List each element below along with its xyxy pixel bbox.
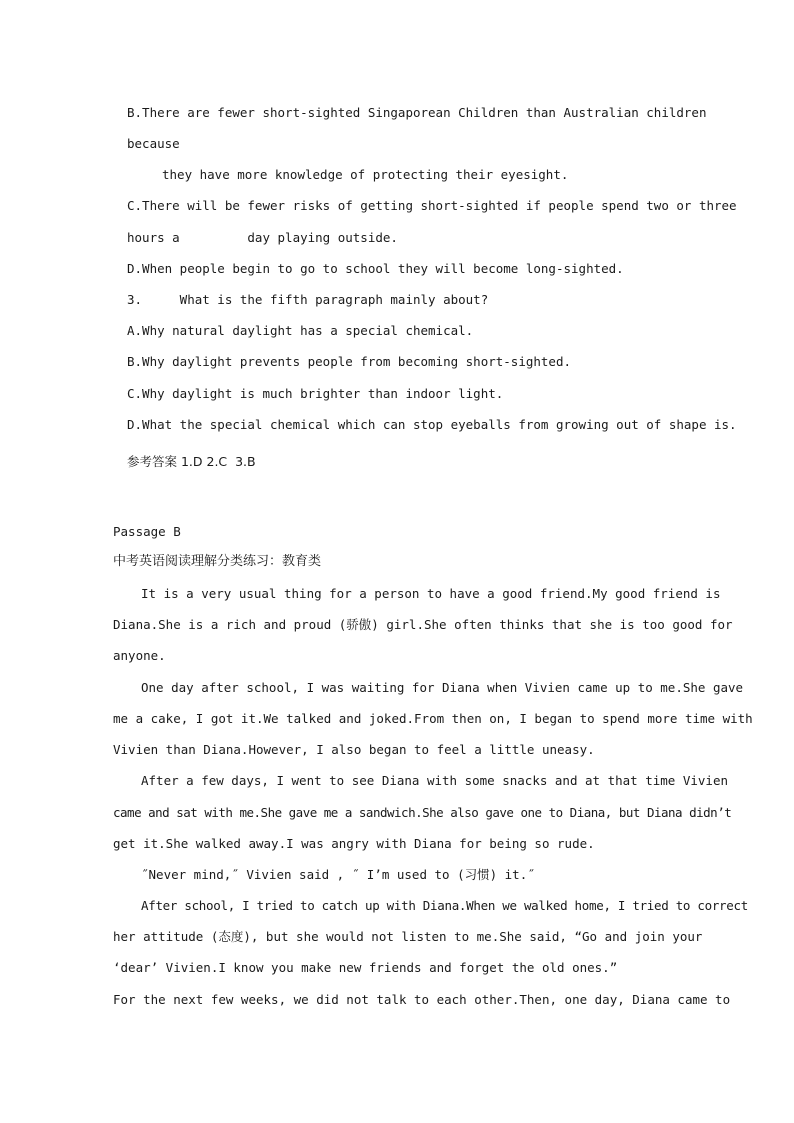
q2-option-b-line2: because bbox=[127, 136, 180, 151]
q2-option-b-line1: B.There are fewer short-sighted Singaporean Children than Australian children bbox=[127, 105, 707, 120]
q3-option-b: B.Why daylight prevents people from becoming short-sighted. bbox=[127, 354, 572, 369]
passage-line: After school, I tried to catch up with Diana.When we walked home, I tried to correct bbox=[141, 898, 748, 913]
passage-line: get it.She walked away.I was angry with Diana for being so rude. bbox=[113, 836, 595, 851]
q2-option-d: D.When people begin to go to school they will become long-sighted. bbox=[127, 261, 624, 276]
passage-line: After a few days, I went to see Diana with some snacks and at that time Vivien bbox=[141, 773, 728, 788]
q2-option-b-line3: they have more knowledge of protecting their eyesight. bbox=[162, 167, 569, 182]
passage-line: Vivien than Diana.However, I also began to feel a little uneasy. bbox=[113, 742, 595, 757]
q3-stem: 3. What is the fifth paragraph mainly about? bbox=[127, 292, 489, 307]
q3-option-c: C.Why daylight is much brighter than indoor light. bbox=[127, 386, 504, 401]
passage-line: For the next few weeks, we did not talk to each other.Then, one day, Diana came to bbox=[113, 992, 731, 1007]
passage-line: ‘dear’ Vivien.I know you make new friends and forget the old ones.” bbox=[113, 960, 618, 975]
q2-option-c-line2: hours a day playing outside. bbox=[127, 230, 398, 245]
q2-option-c-line1: C.There will be fewer risks of getting short-sighted if people spend two or three bbox=[127, 198, 737, 213]
passage-line: It is a very usual thing for a person to have a good friend.My good friend is bbox=[141, 586, 721, 601]
q3-option-d: D.What the special chemical which can stop eyeballs from growing out of shape is. bbox=[127, 417, 737, 432]
passage-line: me a cake, I got it.We talked and joked.From then on, I began to spend more time with bbox=[113, 711, 753, 726]
passage-subtitle: 中考英语阅读理解分类练习：教育类 bbox=[113, 554, 322, 569]
passage-line: ˝Never mind,˝ Vivien said , ˝ I’m used to (习惯) it.˝ bbox=[141, 867, 535, 882]
passage-heading: Passage B bbox=[113, 524, 181, 539]
passage-line: One day after school, I was waiting for Diana when Vivien came up to me.She gave bbox=[141, 680, 744, 695]
passage-line: her attitude (态度), but she would not listen to me.She said, “Go and join your bbox=[113, 929, 703, 944]
answer-key: 参考答案 1.D 2.C 3.B bbox=[127, 454, 256, 469]
passage-line: anyone. bbox=[113, 648, 166, 663]
passage-line: came and sat with me.She gave me a sandwich.She also gave one to Diana, but Diana didn’t bbox=[113, 805, 732, 820]
q3-option-a: A.Why natural daylight has a special chemical. bbox=[127, 323, 474, 338]
passage-line: Diana.She is a rich and proud (骄傲) girl.She often thinks that she is too good for bbox=[113, 617, 733, 632]
